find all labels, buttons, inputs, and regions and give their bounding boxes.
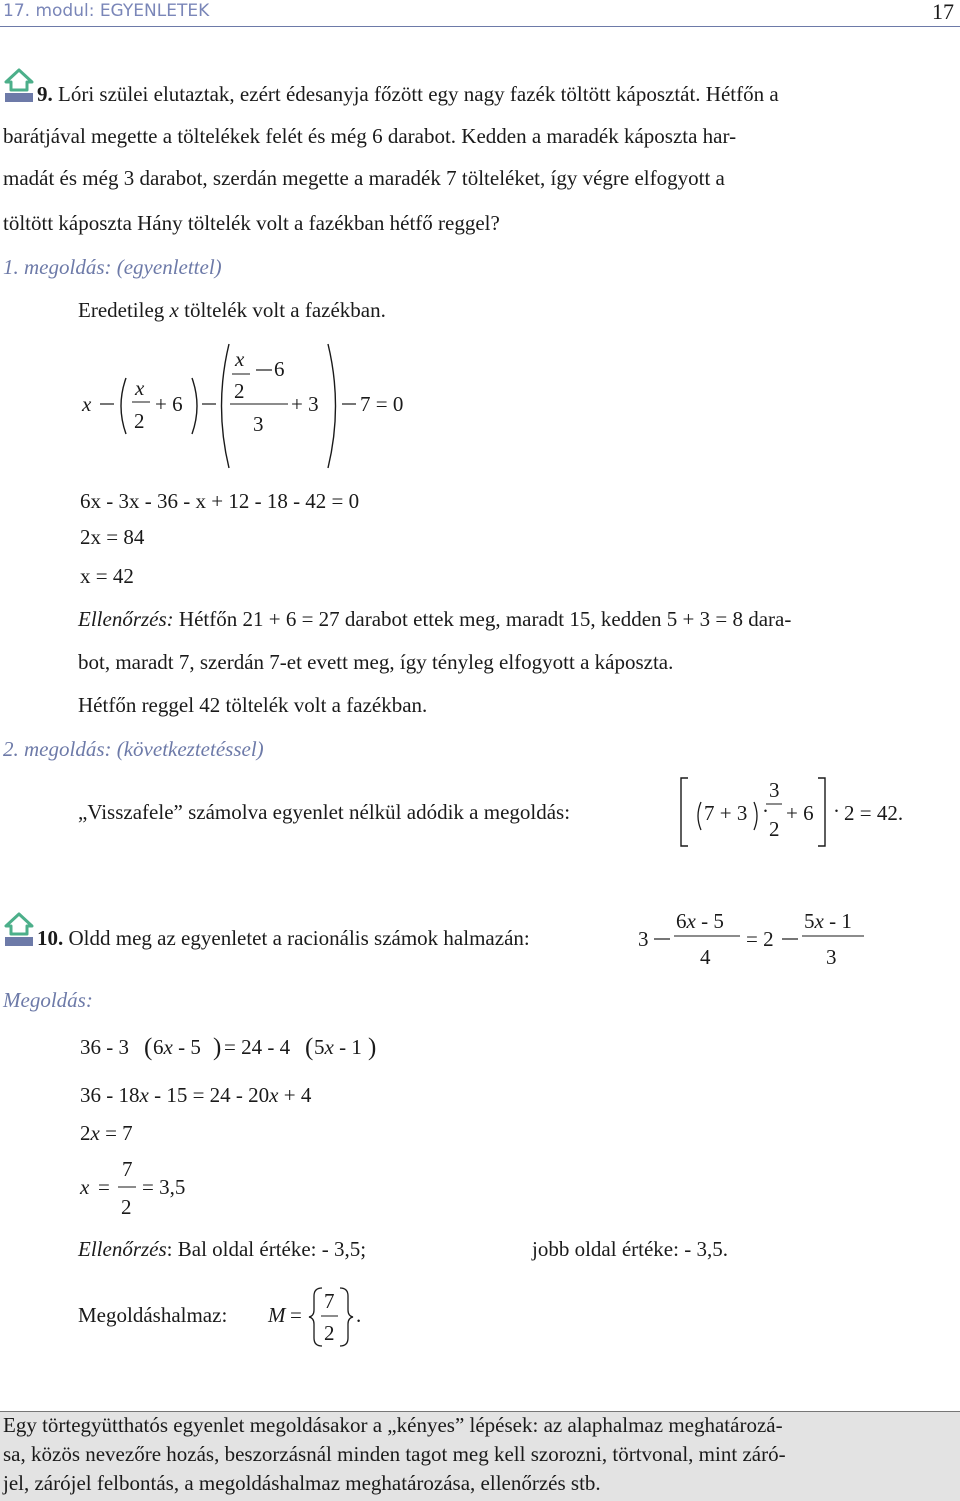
svg-text:=: = (290, 1303, 302, 1327)
svg-text:6: 6 (274, 357, 285, 381)
task9-text-1: Lóri szülei elutaztak, ezért édesanyja főzött egy nagy fazék töltött káposztát. Hétfőn a (58, 82, 779, 106)
answer-line: Hétfőn reggel 42 töltelék volt a fazékban. (78, 693, 428, 717)
svg-text:(: ( (144, 1034, 153, 1061)
task9-line3: madát és még 3 darabot, szerdán megette a maradék 7 tölteléket, így végre elfogyott a (3, 166, 725, 190)
svg-text:3: 3 (769, 778, 780, 802)
task9-line2: barátjával megette a töltelékek felét és még 6 darabot. Kedden a maradék káposzta har- (3, 124, 737, 148)
solution-set-label: Megoldáshalmaz: (78, 1303, 228, 1327)
check-right-end: . (722, 1237, 728, 1261)
check-left-label: : Bal oldal értéke: (166, 1237, 322, 1261)
intro-var: x (169, 298, 179, 322)
svg-text:x: x (80, 1175, 90, 1199)
home-icon (3, 68, 35, 104)
task10-number: 10. (37, 926, 64, 950)
svg-text:6x - 5: 6x - 5 (676, 909, 724, 933)
check-label: Ellenőrzés: (78, 607, 174, 631)
svg-text:3: 3 (638, 927, 649, 951)
solution1-intro (78, 298, 386, 323)
svg-text:7: 7 (122, 1157, 133, 1181)
solution-set-period: . (356, 1303, 362, 1327)
svg-text:= 3,5: = 3,5 (142, 1175, 186, 1199)
svg-text:7 = 0: 7 = 0 (360, 392, 404, 416)
eq-step3: x = 42 (80, 564, 134, 588)
svg-text:+ 6: + 6 (155, 392, 183, 416)
task10-prompt: Oldd meg az egyenletet a racionális számok halmazán: (63, 926, 530, 950)
home-icon (3, 912, 35, 948)
intro-pre: Eredetileg (78, 298, 170, 322)
svg-text:2 = 42.: 2 = 42. (844, 801, 904, 825)
summary-line1: Egy törtegyütthatós egyenlet megoldásakor a „kényes” lépések: az alaphalmaz meghatározá- (3, 1413, 783, 1437)
task10-check-right (532, 1237, 728, 1262)
svg-text:+ 3: + 3 (291, 392, 319, 416)
task10-check-left (78, 1237, 366, 1262)
svg-text:3: 3 (253, 412, 264, 436)
svg-text:+ 6: + 6 (786, 801, 814, 825)
eq-step2: 2x = 84 (80, 525, 145, 549)
check-line1 (78, 607, 791, 632)
svg-text:=: = (98, 1175, 110, 1199)
check-text-1: Hétfőn 21 + 6 = 27 darabot ettek meg, maradt 15, kedden 5 + 3 = 8 dara- (173, 607, 792, 631)
page-number: 17 (932, 0, 954, 24)
svg-text:x: x (82, 392, 92, 416)
svg-text:3: 3 (826, 945, 837, 969)
module-title: 17. modul: EGYENLETEK (3, 1, 210, 21)
svg-text:6x - 5: 6x - 5 (153, 1035, 201, 1059)
solution-set-formula (266, 1282, 356, 1352)
header-divider (0, 26, 960, 27)
svg-text:7 + 3: 7 + 3 (704, 801, 748, 825)
equation-backward (676, 772, 926, 852)
svg-text:2x = 7: 2x = 7 (80, 1121, 133, 1145)
svg-text:36 - 18x - 15 = 24 - 20x + 4: 36 - 18x - 15 = 24 - 20x + 4 (80, 1083, 312, 1107)
solution2-text: „Visszafele” számolva egyenlet nélkül adódik a megoldás: (78, 800, 571, 824)
check-left-value: - 3,5 (321, 1237, 361, 1261)
svg-text:x: x (135, 376, 145, 400)
check-right-value: - 3,5 (684, 1237, 723, 1261)
summary-line3: jel, zárójel felbontás, a megoldáshalmaz meghatározása, ellenőrzés stb. (3, 1471, 601, 1495)
summary-line2: sa, közös nevezőre hozás, beszorzásnál minden tagot meg kell szorozni, törtvonal, mint záró- (3, 1442, 786, 1466)
svg-text:x: x (235, 347, 245, 371)
svg-text:2: 2 (769, 817, 780, 841)
svg-text:2: 2 (134, 409, 145, 433)
equation-task10-steps (78, 1024, 398, 1224)
svg-text:(: ( (305, 1034, 314, 1061)
svg-text:36 - 3: 36 - 3 (80, 1035, 129, 1059)
check-right-label: jobb oldal értéke: (532, 1237, 685, 1261)
eq-step1: 6x - 3x - 36 - x + 12 - 18 - 42 = 0 (80, 489, 360, 513)
svg-text:): ) (368, 1034, 377, 1061)
task10-line (37, 926, 530, 951)
svg-text:2: 2 (121, 1195, 132, 1219)
equation-task10 (634, 906, 884, 972)
svg-text:= 24 - 4: = 24 - 4 (224, 1035, 291, 1059)
svg-text:7: 7 (324, 1289, 335, 1313)
task9-line1 (37, 82, 779, 107)
svg-text:): ) (213, 1034, 222, 1061)
svg-text:·: · (833, 799, 840, 823)
svg-text:2: 2 (234, 379, 245, 403)
svg-text:= 2: = 2 (746, 927, 774, 951)
svg-text:5x - 1: 5x - 1 (314, 1035, 362, 1059)
svg-text:4: 4 (700, 945, 711, 969)
svg-text:·: · (762, 799, 769, 823)
solution1-heading: 1. megoldás: (egyenlettel) (3, 255, 222, 279)
intro-post: töltelék volt a fazékban. (178, 298, 386, 322)
task9-number: 9. (37, 82, 53, 106)
solution2-heading: 2. megoldás: (következtetéssel) (3, 737, 264, 761)
svg-text:2: 2 (324, 1321, 335, 1345)
task10-check-label: Ellenőrzés (78, 1237, 167, 1261)
svg-text:5x - 1: 5x - 1 (804, 909, 852, 933)
task10-solution-heading: Megoldás: (3, 988, 93, 1012)
check-left-sep: ; (360, 1237, 367, 1261)
check-line2: bot, maradt 7, szerdán 7-et evett meg, így tényleg elfogyott a káposzta. (78, 650, 674, 674)
equation-main (78, 338, 438, 474)
summary-box (0, 1411, 960, 1501)
task9-line4: töltött káposzta Hány töltelék volt a fazékban hétfő reggel? (3, 211, 500, 235)
svg-text:M: M (268, 1303, 286, 1327)
